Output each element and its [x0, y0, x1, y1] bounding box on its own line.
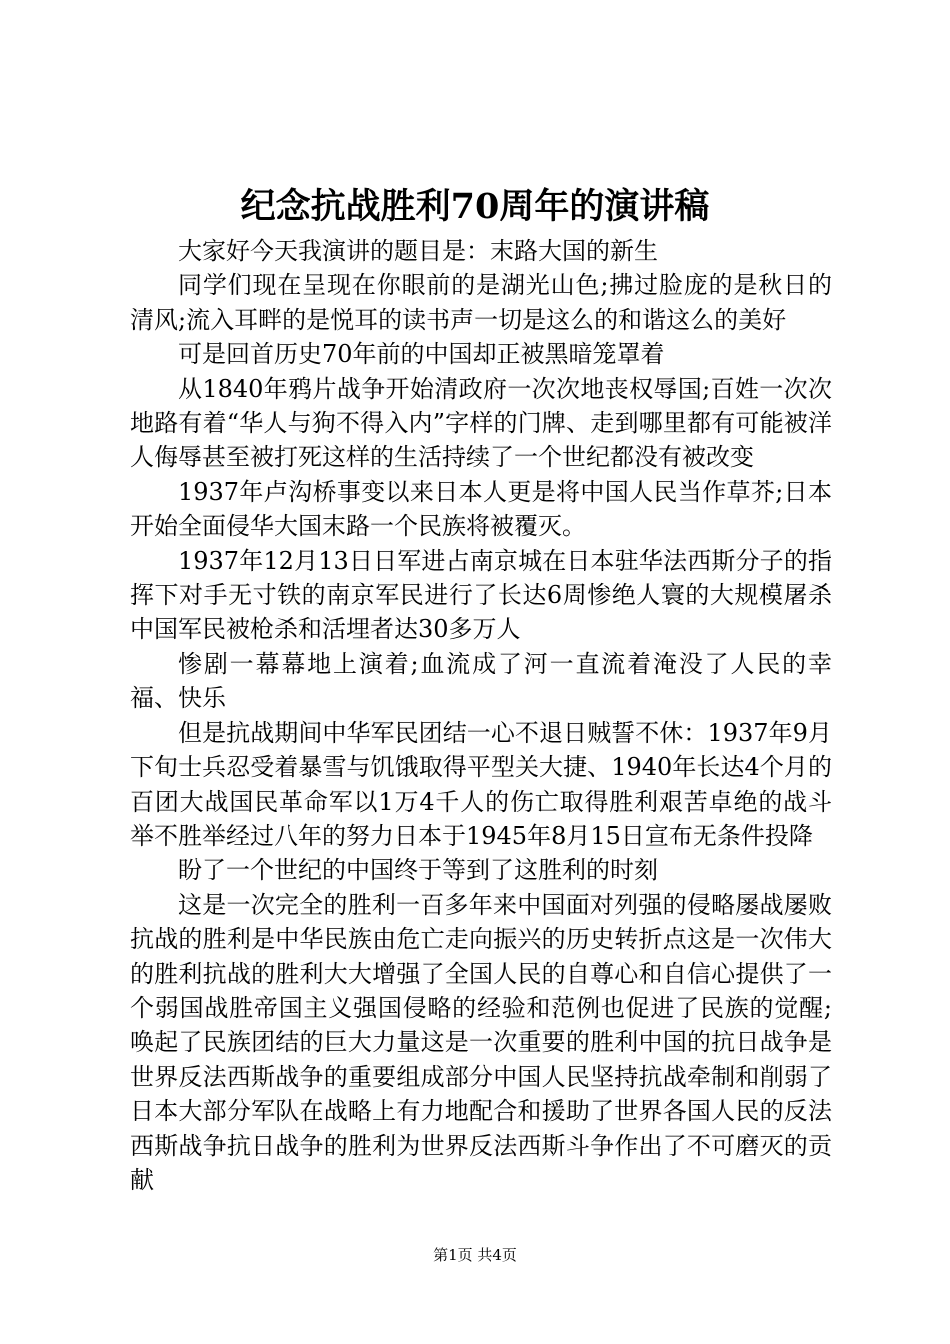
- page-footer: 第1页 共4页: [433, 1246, 517, 1264]
- paragraph: 1937年12月13日日军进占南京城在日本驻华法西斯分子的指挥下对手无寸铁的南京军民进行了长达6周惨绝人寰的大规模屠杀中国军民被枪杀和活埋者达30多万人: [130, 546, 832, 644]
- paragraph: 盼了一个世纪的中国终于等到了这胜利的时刻: [178, 856, 658, 885]
- paragraph: 1937年卢沟桥事变以来日本人更是将中国人民当作草芥;日本开始全面侵华大国末路一个民族将被覆灭。: [130, 477, 832, 541]
- document-body: [130, 234, 832, 1197]
- paragraph: 同学们现在呈现在你眼前的是湖光山色;拂过脸庞的是秋日的清风;流入耳畔的是悦耳的读书声一切是这么的和谐这么的美好: [130, 271, 832, 334]
- paragraph: 从1840年鸦片战争开始清政府一次次地丧权辱国;百姓一次次地路有着“华人与狗不得入内”字样的门牌、走到哪里都有可能被洋人侮辱甚至被打死这样的生活持续了一个世纪都没有被改变: [130, 374, 832, 472]
- paragraph: 大家好今天我演讲的题目是：末路大国的新生: [178, 237, 658, 265]
- paragraph: 但是抗战期间中华军民团结一心不退日贼誓不休：1937年9月下旬士兵忍受着暴雪与饥饿取得平型关大捷、1940年长达4个月的百团大战国民革命军以1万4千人的伤亡取得胜利艰苦卓绝的战斗举不胜举经过八年的努力日本于1945年8月15日宣布无条件投降: [130, 718, 832, 850]
- paragraph: 这是一次完全的胜利一百多年来中国面对列强的侵略屡战屡败抗战的胜利是中华民族由危亡走向振兴的历史转折点这是一次伟大的胜利抗战的胜利大大增强了全国人民的自尊心和自信心提供了一个弱国战胜帝国主义强国侵略的经验和范例也促进了民族的觉醒;唤起了民族团结的巨大力量这是一次重要的胜利中国的抗日战争是世界反法西斯战争的重要组成部分中国人民坚持抗战牵制和削弱了日本大部分军队在战略上有力地配合和援助了世界各国人民的反法西斯战争抗日战争的胜利为世界反法西斯斗争作出了不可磨灭的贡献: [130, 890, 832, 1194]
- paragraph: 可是回首历史70年前的中国却正被黑暗笼罩着: [178, 340, 665, 369]
- document-title: 纪念抗战胜利70周年的演讲稿: [240, 186, 710, 227]
- paragraph: 惨剧一幕幕地上演着;血流成了河一直流着淹没了人民的幸福、快乐: [130, 649, 832, 713]
